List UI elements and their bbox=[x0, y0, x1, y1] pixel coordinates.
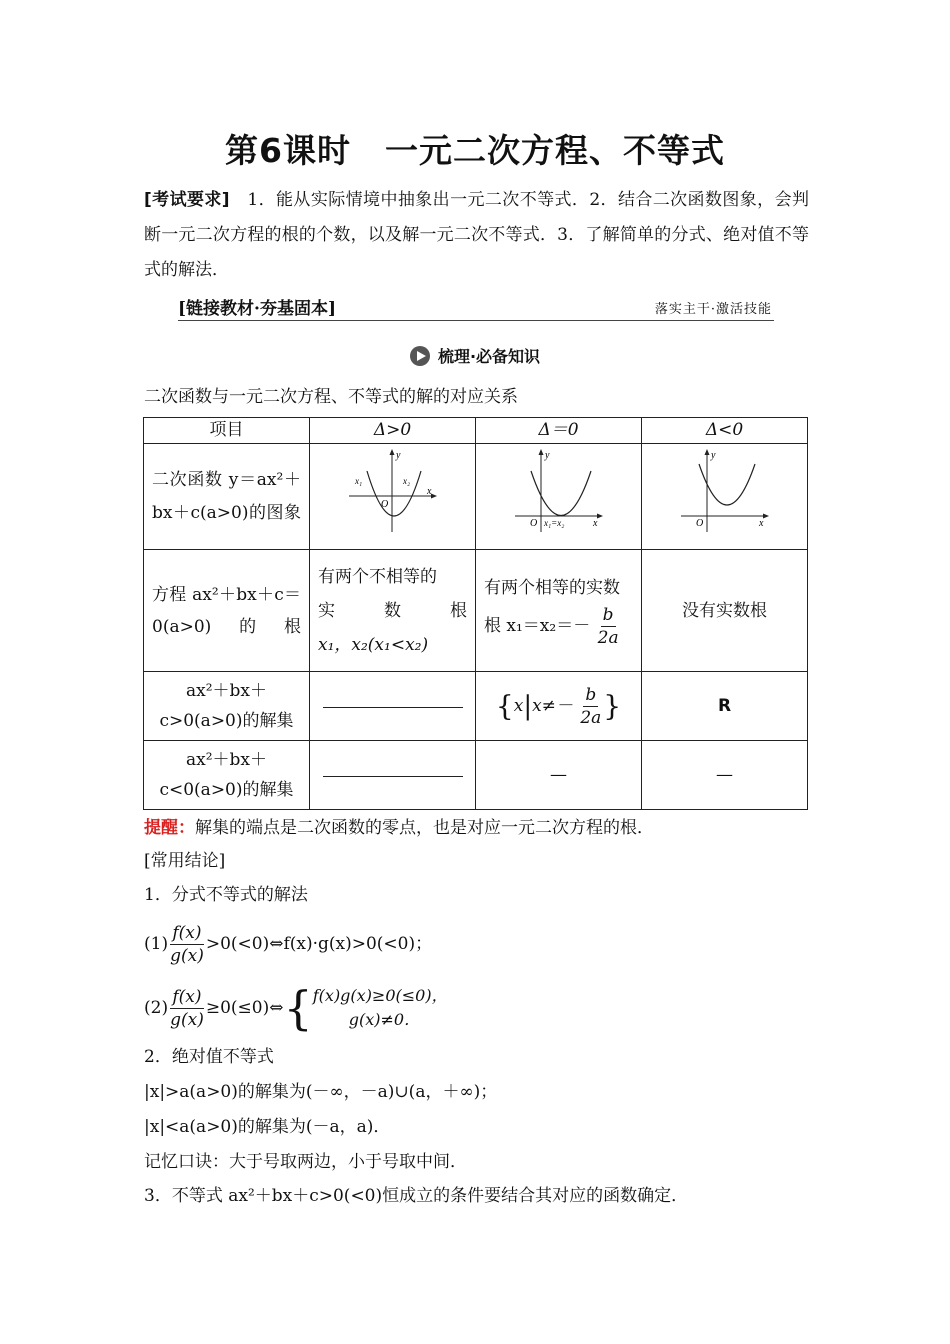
two-roots-line3: x₁，x₂(x₁<x₂) bbox=[318, 634, 429, 655]
two-roots-line2: 实 数 根 bbox=[318, 600, 467, 621]
two-roots-line1: 有两个不相等的 bbox=[318, 566, 437, 587]
set-fraction: $\frac{b}{2a}$ bbox=[580, 684, 602, 728]
header-delta-negative: Δ<0 bbox=[642, 418, 808, 444]
tip-note bbox=[144, 814, 654, 842]
parabola-two-roots-graph bbox=[345, 446, 441, 536]
relation-table bbox=[143, 417, 808, 810]
fill-in-blank bbox=[323, 706, 463, 708]
cell-less-blank bbox=[310, 741, 476, 810]
conclusions-label: [常用结论] bbox=[144, 851, 226, 871]
conclusion-1-2-text: ≥0(≤0)⇔ bbox=[205, 998, 284, 1018]
set-condition: x≠－ bbox=[532, 695, 573, 716]
header-delta-positive: Δ>0 bbox=[310, 418, 476, 444]
cell-greater-all-real: R bbox=[642, 672, 808, 741]
table-row-roots bbox=[144, 550, 808, 672]
table-header-row bbox=[144, 418, 808, 444]
conclusion-2-a: |x|>a(a>0)的解集为(－∞，－a)∪(a，＋∞)； bbox=[144, 1082, 498, 1102]
requirements-label: [考试要求] bbox=[144, 190, 230, 210]
header-item: 项目 bbox=[144, 418, 310, 444]
lesson-title: 第6课时 一元二次方程、不等式 bbox=[225, 131, 725, 170]
conclusion-1-2: (2) $\frac{f(x)}{g(x)}$ ≥0(≤0)⇔ { f(x)g(x)≥0(≤0)， g(x)≠0． bbox=[144, 981, 448, 1035]
tip-label: 提醒： bbox=[144, 818, 195, 838]
graph-origin-label: O bbox=[380, 498, 388, 510]
system-line-1: f(x)g(x)≥0(≤0)， bbox=[312, 986, 448, 1005]
conclusion-1-1: (1) $\frac{f(x)}{g(x)}$ >0(<0)⇔f(x)·g(x)>0(<0)； bbox=[144, 922, 433, 966]
conclusion-1-1-text: >0(<0)⇔f(x)·g(x)>0(<0)； bbox=[205, 934, 433, 954]
one-root-text: 有两个相等的实数根 x₁＝x₂＝－ bbox=[484, 578, 620, 636]
inequality-system bbox=[313, 984, 448, 1032]
graph-root-x2-label: x₂ bbox=[402, 475, 410, 486]
row-label-less: ax²＋bx＋c<0(a>0)的解集 bbox=[144, 741, 310, 810]
cell-less-none: — bbox=[642, 741, 808, 810]
cell-greater-blank bbox=[310, 672, 476, 741]
neg-b-over-2a-fraction: $\frac{b}{2a}$ bbox=[597, 605, 619, 648]
cell-two-roots bbox=[310, 550, 476, 672]
banner-subtitle: 落实主干·激活技能 bbox=[654, 302, 772, 317]
f-over-g-fraction: $\frac{f(x)}{g(x)}$ bbox=[170, 986, 204, 1030]
table-row-greater bbox=[144, 672, 808, 741]
cell-less-empty: — bbox=[476, 741, 642, 810]
row-label-roots: 方程 ax²＋bx＋c＝0(a>0)的根 bbox=[144, 550, 310, 672]
table-row-less bbox=[144, 741, 808, 810]
graph-root-x1-label: x₁ bbox=[354, 475, 362, 486]
graph-y-axis-label: y bbox=[544, 449, 549, 461]
play-icon bbox=[410, 346, 430, 366]
section-heading-text: 梳理·必备知识 bbox=[437, 347, 541, 366]
row-label-greater: ax²＋bx＋c>0(a>0)的解集 bbox=[144, 672, 310, 741]
conclusion-3: 3．不等式 ax²＋bx＋c>0(<0)恒成立的条件要结合其对应的函数确定． bbox=[144, 1186, 689, 1206]
table-caption: 二次函数与一元二次方程、不等式的解的对应关系 bbox=[144, 387, 518, 407]
graph-origin-label: O bbox=[529, 517, 537, 529]
row-label-graph: 二次函数 y＝ax²＋bx＋c(a>0)的图象 bbox=[144, 444, 310, 550]
fill-in-blank bbox=[323, 775, 463, 777]
exam-requirements bbox=[144, 183, 809, 288]
cell-greater-equal: {x|x≠－ $\frac{b}{2a}$ } bbox=[476, 672, 642, 741]
graph-double-root-label: x₁=x₂ bbox=[543, 517, 564, 528]
graph-two-roots bbox=[310, 444, 476, 550]
graph-one-root bbox=[476, 444, 642, 550]
conclusion-1-heading: 1．分式不等式的解法 bbox=[144, 885, 308, 905]
f-over-g-fraction: $\frac{f(x)}{g(x)}$ bbox=[170, 922, 204, 966]
graph-x-axis-label: x bbox=[592, 517, 597, 529]
requirements-text: 1．能从实际情境中抽象出一元二次不等式．2．结合二次函数图象，会判断一元二次方程的根的个数，以及解一元二次不等式．3．了解简单的分式、绝对值不等式的解法． bbox=[144, 190, 809, 280]
graph-y-axis-label: y bbox=[710, 449, 715, 461]
graph-x-axis-label: x bbox=[426, 485, 431, 497]
conclusion-2-b: |x|<a(a>0)的解集为(－a，a)． bbox=[144, 1117, 391, 1137]
header-delta-zero: Δ＝0 bbox=[476, 418, 642, 444]
conclusion-2-heading: 2．绝对值不等式 bbox=[144, 1047, 274, 1067]
section-banner bbox=[178, 292, 774, 321]
section-heading bbox=[0, 344, 950, 367]
cell-no-root: 没有实数根 bbox=[642, 550, 808, 672]
graph-origin-label: O bbox=[695, 517, 703, 529]
parabola-no-root-graph bbox=[677, 446, 773, 536]
banner-title: [链接教材·夯基固本] bbox=[178, 299, 337, 319]
tip-text: 解集的端点是二次函数的零点，也是对应一元二次方程的根． bbox=[195, 818, 654, 838]
parabola-one-root-graph bbox=[511, 446, 607, 536]
graph-no-root bbox=[642, 444, 808, 550]
system-line-2: g(x)≠0． bbox=[348, 1010, 421, 1029]
mnemonic: 记忆口诀：大于号取两边，小于号取中间． bbox=[144, 1152, 467, 1172]
cell-one-root bbox=[476, 550, 642, 672]
graph-y-axis-label: y bbox=[395, 449, 400, 461]
graph-x-axis-label: x bbox=[758, 517, 763, 529]
table-row-graph bbox=[144, 444, 808, 550]
